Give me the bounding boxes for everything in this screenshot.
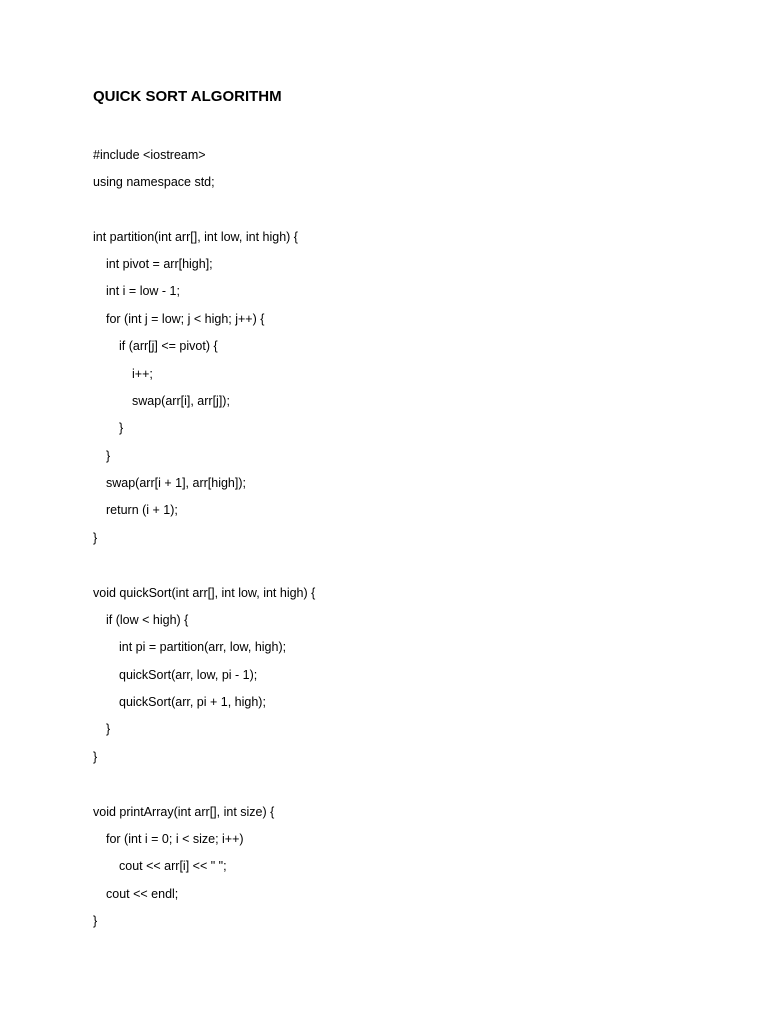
code-line: int i = low - 1; bbox=[106, 284, 180, 298]
code-listing bbox=[93, 0, 713, 1024]
code-line: swap(arr[i + 1], arr[high]); bbox=[106, 476, 246, 490]
code-line: } bbox=[119, 421, 124, 435]
code-line: cout << endl; bbox=[106, 887, 179, 901]
code-line: for (int j = low; j < high; j++) { bbox=[106, 312, 265, 326]
code-line: using namespace std; bbox=[93, 175, 215, 189]
code-line: i++; bbox=[132, 367, 153, 381]
code-line: } bbox=[93, 750, 98, 764]
code-line: int pivot = arr[high]; bbox=[106, 257, 213, 271]
code-line: int pi = partition(arr, low, high); bbox=[119, 640, 287, 654]
code-line: quickSort(arr, pi + 1, high); bbox=[119, 695, 266, 709]
code-line: void printArray(int arr[], int size) { bbox=[93, 805, 275, 819]
code-line: if (arr[j] <= pivot) { bbox=[119, 339, 218, 353]
code-line: cout << arr[i] << " "; bbox=[119, 859, 227, 873]
code-line: void quickSort(int arr[], int low, int high) { bbox=[93, 586, 316, 600]
code-line: } bbox=[93, 531, 98, 545]
code-line: for (int i = 0; i < size; i++) bbox=[106, 832, 244, 846]
code-line: #include <iostream> bbox=[93, 148, 206, 162]
code-line: } bbox=[106, 722, 111, 736]
code-line: } bbox=[93, 914, 98, 928]
code-line: return (i + 1); bbox=[106, 503, 178, 517]
document-title: QUICK SORT ALGORITHM bbox=[93, 88, 282, 105]
code-line: int partition(int arr[], int low, int high) { bbox=[93, 230, 298, 244]
code-line: } bbox=[106, 449, 111, 463]
code-line: if (low < high) { bbox=[106, 613, 189, 627]
code-line: swap(arr[i], arr[j]); bbox=[132, 394, 230, 408]
code-line: quickSort(arr, low, pi - 1); bbox=[119, 668, 258, 682]
